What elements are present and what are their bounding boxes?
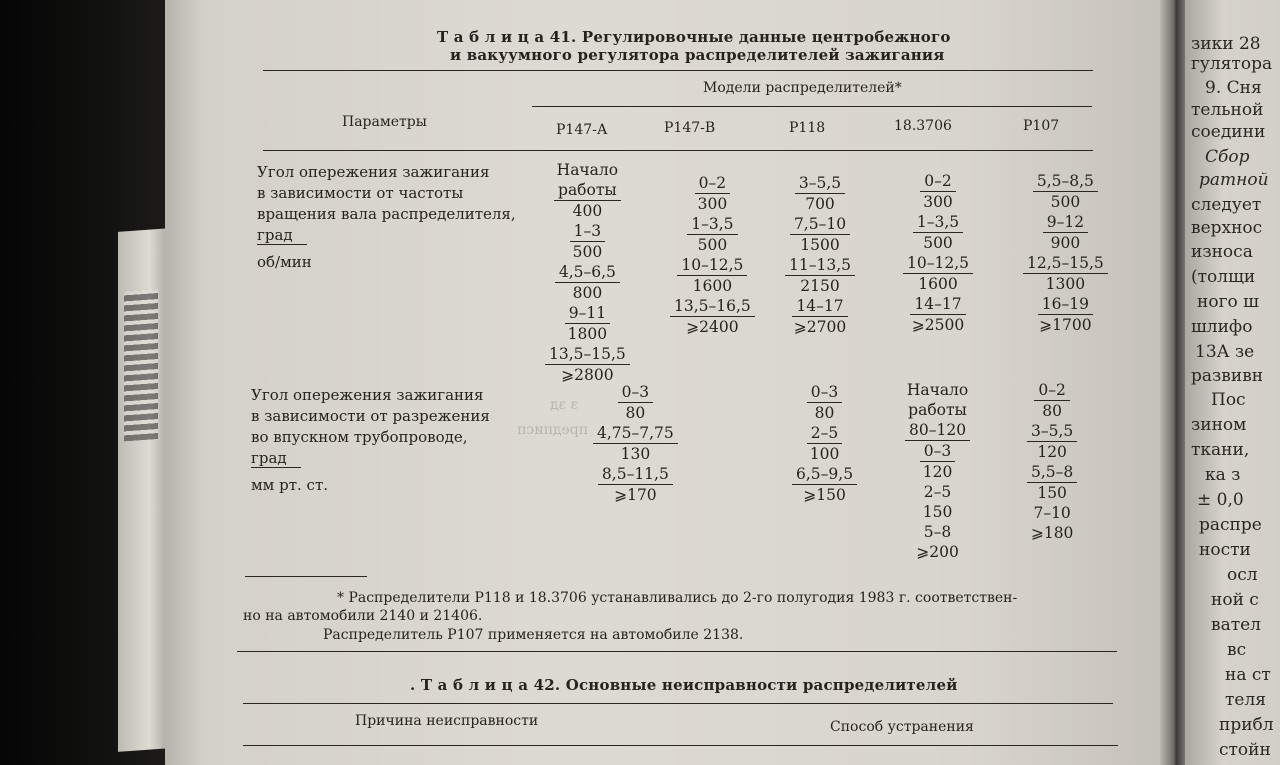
value: ⩾2800 [561, 366, 614, 384]
model-p107: Р107 [1023, 118, 1060, 134]
value: ⩾150 [803, 486, 846, 504]
value: 1300 [1045, 275, 1086, 293]
value: 80 [814, 404, 835, 422]
value: 10–12,5 [903, 253, 973, 274]
row1-unit-bottom: об/мин [257, 253, 312, 271]
right-page-line: тельной [1191, 100, 1264, 120]
value: 11–13,5 [785, 255, 855, 276]
row2-label [251, 385, 490, 496]
right-page-line: вс [1227, 640, 1247, 660]
value: ⩾2400 [686, 318, 739, 336]
value: 80 [1042, 402, 1062, 420]
value: 80 [625, 404, 646, 422]
right-page-line: Сбор [1205, 147, 1250, 167]
right-page-line: осл [1227, 565, 1258, 585]
value: 0–3 [618, 382, 653, 403]
value: 14–17 [910, 294, 965, 315]
right-page-line: ной с [1211, 590, 1259, 610]
row1-col-183706 [903, 171, 973, 335]
value: 0–2 [1034, 380, 1069, 401]
value: 5,5–8,5 [1033, 171, 1098, 192]
value: 8,5–11,5 [598, 464, 673, 485]
value: 9–12 [1043, 212, 1088, 233]
bleed-through-text-2: предписп [517, 422, 589, 438]
right-page [1185, 0, 1280, 765]
footnote-line1: * Распределители Р118 и 18.3706 устанавливались до 2-го полугодия 1983 г. соответствен- [337, 590, 1018, 606]
right-page-line: верхнос [1191, 218, 1263, 238]
value: 400 [572, 202, 603, 220]
value: ⩾170 [614, 486, 657, 504]
value: 800 [572, 284, 603, 302]
value: 0–3 [807, 382, 842, 403]
rule-models [532, 106, 1092, 107]
right-page-line: соедини [1191, 122, 1266, 142]
value: 1800 [567, 325, 608, 343]
value: ⩾2500 [911, 316, 965, 334]
row1-label [257, 162, 516, 273]
value: 1600 [918, 275, 958, 293]
params-header: Параметры [342, 114, 427, 130]
value: 0–2 [920, 171, 955, 192]
value: 500 [572, 243, 603, 261]
bleed-through-text-1: з зд [550, 397, 579, 413]
value: 0–3 [920, 441, 955, 462]
right-page-line: зики 28 [1191, 34, 1261, 54]
value: 700 [805, 195, 835, 213]
value: 1500 [800, 236, 840, 254]
right-page-line: ± 0,0 [1197, 490, 1244, 510]
table42-col-cause: Причина неисправности [355, 713, 539, 729]
table42-rule-top [243, 703, 1113, 704]
value: ⩾1700 [1039, 316, 1092, 334]
right-page-line: зином [1191, 415, 1247, 435]
value: 9–11 [565, 303, 610, 324]
right-page-line: следует [1191, 195, 1262, 215]
value: 80–120 [905, 420, 970, 441]
right-page-line: стойн [1219, 740, 1271, 760]
value: ⩾200 [916, 543, 959, 561]
value: 13,5–15,5 [545, 344, 630, 365]
value: 16–19 [1038, 294, 1093, 315]
value: 1–3 [570, 221, 605, 242]
right-page-line: Пос [1211, 390, 1246, 410]
right-page-line: вател [1211, 615, 1261, 635]
value: 13,5–16,5 [670, 296, 755, 317]
right-page-line: ности [1199, 540, 1251, 560]
model-p118: Р118 [789, 120, 826, 136]
value: 900 [1050, 234, 1081, 252]
value: 1–3,5 [687, 214, 737, 235]
table42-title: . Т а б л и ц а 42. Основные неисправности распределителей [410, 676, 958, 694]
table42-col-remedy: Способ устранения [830, 719, 974, 735]
value: 2–5 [807, 423, 842, 444]
right-page-line: 9. Сня [1205, 78, 1262, 98]
footnote-line3: Распределитель Р107 применяется на автомобиле 2138. [323, 627, 744, 643]
value: 4,75–7,75 [593, 423, 678, 444]
value: 10–12,5 [677, 255, 747, 276]
value: 2–5 [923, 483, 952, 501]
rule-top [263, 70, 1093, 71]
value: 12,5–15,5 [1023, 253, 1108, 274]
row1-col-p118 [785, 173, 855, 337]
right-page-line: ткани, [1191, 440, 1250, 460]
value: ⩾180 [1030, 524, 1074, 542]
right-page-line: на ст [1225, 665, 1271, 685]
row1-label-line3: вращения вала распределителя, [257, 205, 516, 223]
value: 1–3,5 [913, 212, 963, 233]
value: 1600 [692, 277, 733, 295]
right-page-line: ного ш [1197, 292, 1259, 312]
row1-col-p147a [545, 160, 630, 385]
book-page [165, 0, 1170, 765]
models-header: Модели распределителей* [703, 80, 902, 96]
model-p147a: Р147-А [556, 122, 608, 138]
row2-unit-bottom: мм рт. ст. [251, 476, 329, 494]
value: 5,5–8 [1027, 462, 1077, 483]
right-page-line: ратной [1199, 170, 1269, 190]
value: 0–2 [695, 173, 730, 194]
row2-col-p118 [792, 382, 857, 505]
value: работы [554, 180, 621, 201]
model-183706: 18.3706 [894, 118, 952, 134]
row2-col-p107 [1027, 380, 1077, 543]
table42-rule-bottom [243, 745, 1118, 746]
row2-unit-top: град [251, 449, 301, 468]
value: 7–10 [1033, 504, 1071, 522]
row1-label-line2: в зависимости от частоты [257, 184, 464, 202]
value: Начало [906, 381, 969, 399]
value: 4,5–6,5 [555, 262, 620, 283]
right-page-line: ка з [1205, 465, 1241, 485]
right-page-line: гулятора [1191, 54, 1273, 74]
value: 500 [923, 234, 953, 252]
value: 2150 [800, 277, 840, 295]
right-page-line: прибл [1219, 715, 1274, 735]
value: 300 [923, 193, 953, 211]
value: 150 [1037, 484, 1067, 502]
row2-col-p147a [593, 382, 678, 505]
right-page-line: развивн [1191, 366, 1264, 386]
value: 500 [1050, 193, 1081, 211]
value: 100 [809, 445, 840, 463]
value: 120 [1037, 443, 1067, 461]
rule-section [237, 651, 1117, 652]
row2-label-line2: в зависимости от разрежения [251, 407, 490, 425]
row1-col-p107 [1023, 171, 1108, 335]
row1-col-p147b [670, 173, 755, 337]
value: 5–8 [923, 523, 952, 541]
row1-label-line1: Угол опережения зажигания [257, 163, 490, 181]
value: 6,5–9,5 [792, 464, 857, 485]
footnote-line2: но на автомобили 2140 и 21406. [243, 608, 483, 624]
right-page-line: 13А зе [1195, 342, 1255, 362]
row2-label-line3: во впускном трубопроводе, [251, 428, 468, 446]
right-page-line: шлифо [1191, 317, 1253, 337]
value: 300 [697, 195, 728, 213]
row1-unit-top: град [257, 226, 307, 245]
value: 500 [697, 236, 728, 254]
page-edge-stack [118, 228, 170, 752]
stamp-graphic [124, 289, 158, 441]
value: 7,5–10 [790, 214, 850, 235]
table41-title-line1: Т а б л и ц а 41. Регулировочные данные центробежного [437, 28, 951, 46]
value: 120 [922, 463, 953, 481]
table41-title-line2: и вакуумного регулятора распределителей зажигания [450, 46, 945, 64]
value: ⩾2700 [793, 318, 847, 336]
value: 3–5,5 [1027, 421, 1077, 442]
row2-col-183706 [905, 380, 970, 562]
right-page-line: (толщи [1191, 267, 1256, 287]
rule-header-bottom [263, 150, 1093, 151]
value: 14–17 [792, 296, 847, 317]
right-page-line: теля [1225, 690, 1266, 710]
value: работы [908, 401, 967, 419]
value: 130 [620, 445, 651, 463]
right-page-line: распре [1199, 515, 1262, 535]
value: Начало [556, 161, 619, 179]
right-page-line: износа [1191, 242, 1253, 262]
row2-label-line1: Угол опережения зажигания [251, 386, 484, 404]
footnote-rule [245, 576, 367, 577]
model-p147b: Р147-В [664, 120, 716, 136]
value: 3–5,5 [795, 173, 845, 194]
value: 150 [922, 503, 953, 521]
